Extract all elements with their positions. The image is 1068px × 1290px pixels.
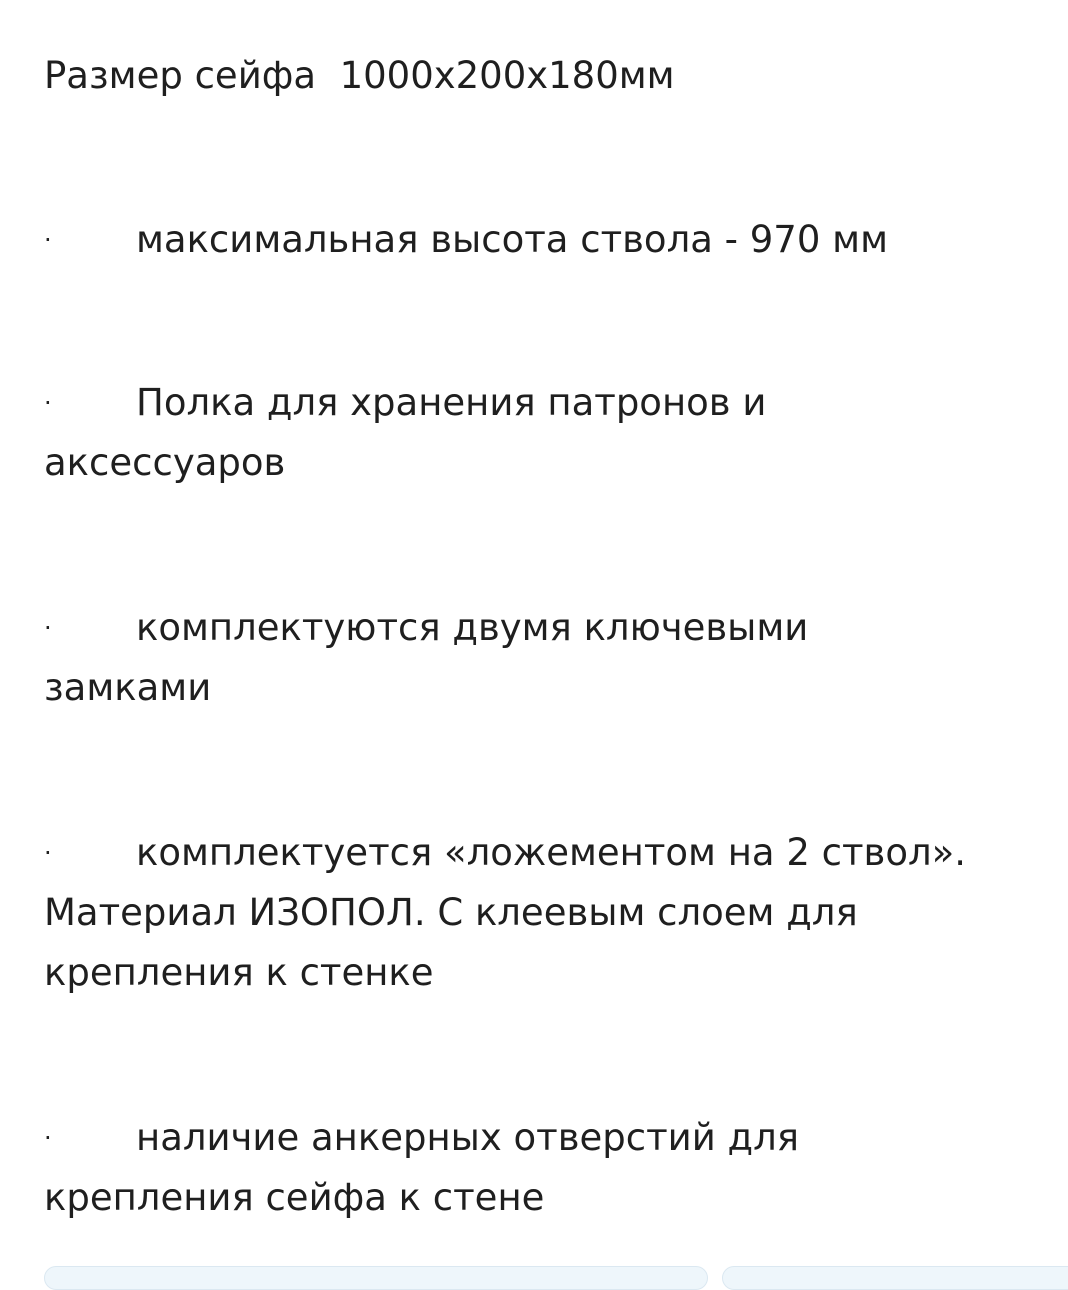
bullet-icon: · (44, 839, 52, 867)
list-item (44, 1108, 864, 1228)
list-item-text: комплектуются двумя ключевыми замками (44, 606, 809, 709)
document-body (44, 48, 1034, 1219)
list-item-text: наличие анкерных отверстий для крепления сейфа к стене (44, 1116, 800, 1219)
list-item-text: максимальная высота ствола - 970 мм (136, 218, 888, 261)
bullet-icon: · (44, 226, 52, 254)
bottom-card-left[interactable] (44, 1266, 708, 1290)
list-item (44, 823, 1024, 1003)
list-item (44, 598, 884, 718)
bullet-icon: · (44, 389, 52, 417)
bullet-icon: · (44, 1124, 52, 1152)
list-item-text: Полка для хранения патронов и аксессуаров (44, 381, 767, 484)
list-item (44, 210, 888, 270)
safe-size-heading: Размер сейфа 1000x200x180мм (44, 54, 675, 97)
bullet-icon: · (44, 614, 52, 642)
list-item (44, 373, 844, 493)
list-item-text: комплектуется «ложементом на 2 ствол». Материал ИЗОПОЛ. С клеевым слоем для крепления к стенке (44, 831, 967, 994)
bottom-card-right[interactable] (722, 1266, 1068, 1290)
